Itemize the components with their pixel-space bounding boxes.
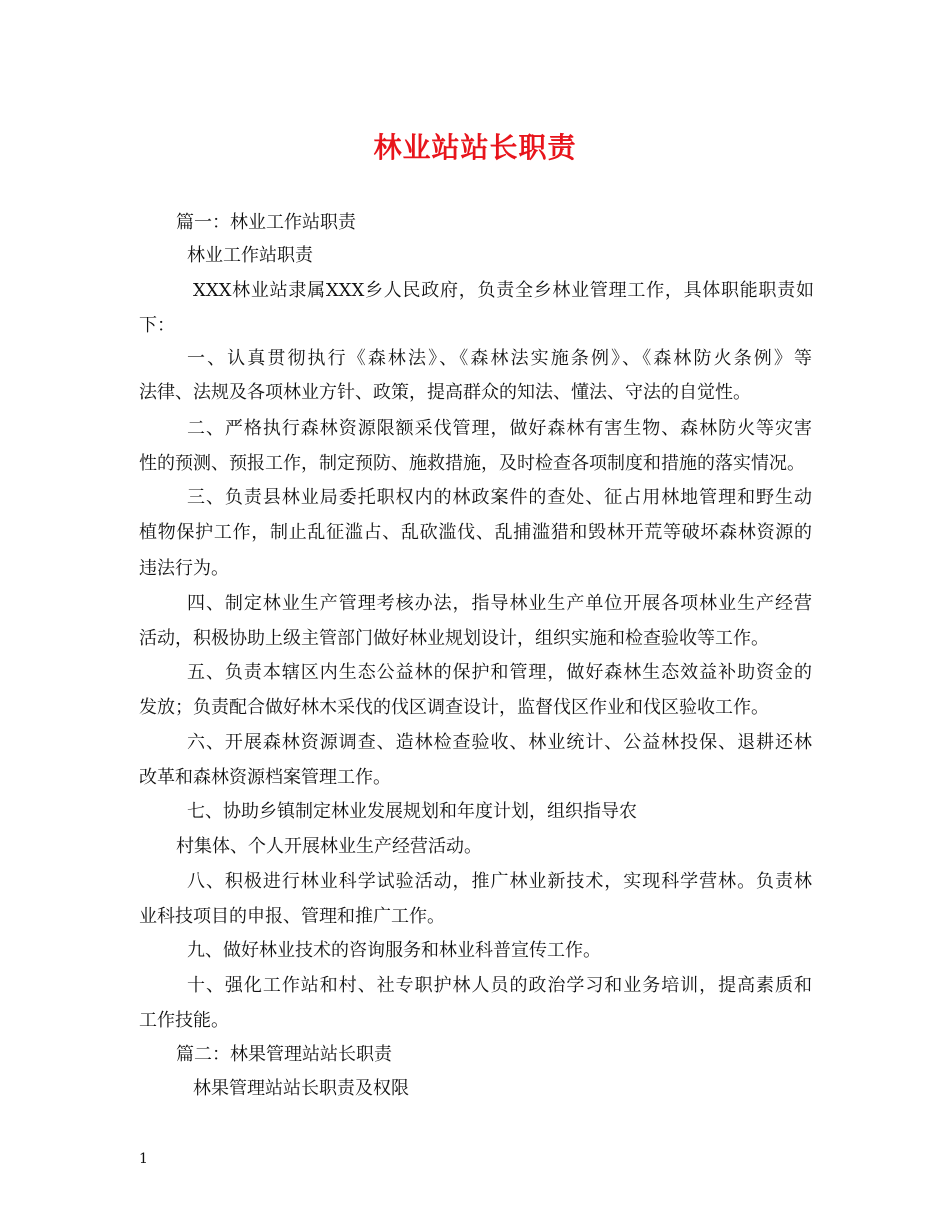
paragraph-line: 性的预测、预报工作，制定预防、施救措施，及时检查各项制度和措施的落实情况。	[139, 453, 805, 474]
section-heading-1: 篇一：林业工作站职责	[176, 212, 356, 233]
paragraph-line: 二、严格执行森林资源限额采伐管理，做好森林有害生物、森林防火等灾害	[187, 418, 812, 439]
paragraph-line: 六、开展森林资源调查、造林检查验收、林业统计、公益林投保、退耕还林	[187, 732, 812, 753]
paragraph-line: 业科技项目的申报、管理和推广工作。	[139, 906, 445, 927]
paragraph-line: 发放；负责配合做好林木采伐的伐区调查设计，监督伐区作业和伐区验收工作。	[139, 697, 769, 718]
paragraph-line: 违法行为。	[139, 558, 229, 579]
paragraph-line: 植物保护工作，制止乱征滥占、乱砍滥伐、乱捕滥猎和毁林开荒等破坏森林资源的	[139, 522, 812, 543]
paragraph-line: 十、强化工作站和村、社专职护林人员的政治学习和业务培训，提高素质和	[187, 975, 812, 996]
page-number: 1	[139, 1151, 148, 1167]
paragraph-line: 五、负责本辖区内生态公益林的保护和管理，做好森林生态效益补助资金的	[187, 662, 812, 683]
paragraph-line: 八、积极进行林业科学试验活动，推广林业新技术，实现科学营林。负责林	[187, 871, 812, 892]
paragraph-line: 下：	[139, 315, 175, 336]
paragraph-line: 活动，积极协助上级主管部门做好林业规划设计，组织实施和检查验收等工作。	[139, 628, 769, 649]
subheading-2: 林果管理站站长职责及权限	[193, 1078, 409, 1099]
paragraph-line: 一、认真贯彻执行《森林法》、《森林法实施条例》、《森林防火条例》等	[187, 348, 812, 369]
subheading-1: 林业工作站职责	[187, 245, 313, 266]
paragraph-line: 法律、法规及各项林业方针、政策，提高群众的知法、懂法、守法的自觉性。	[139, 382, 751, 403]
paragraph-line: 九、做好林业技术的咨询服务和林业科普宣传工作。	[187, 940, 601, 961]
paragraph-line: 四、制定林业生产管理考核办法，指导林业生产单位开展各项林业生产经营	[187, 593, 812, 614]
document-title: 林业站站长职责	[373, 131, 577, 164]
paragraph-line: 改革和森林资源档案管理工作。	[139, 767, 391, 788]
paragraph-line: 村集体、个人开展林业生产经营活动。	[176, 836, 482, 857]
paragraph-line: 工作技能。	[139, 1010, 229, 1031]
section-heading-2: 篇二：林果管理站站长职责	[176, 1044, 392, 1065]
paragraph-line: 七、协助乡镇制定林业发展规划和年度计划，组织指导农	[187, 801, 637, 822]
paragraph-line: XXX林业站隶属XXX乡人民政府，负责全乡林业管理工作，具体职能职责如	[193, 280, 814, 301]
paragraph-line: 三、负责县林业局委托职权内的林政案件的查处、征占用林地管理和野生动	[187, 487, 812, 508]
